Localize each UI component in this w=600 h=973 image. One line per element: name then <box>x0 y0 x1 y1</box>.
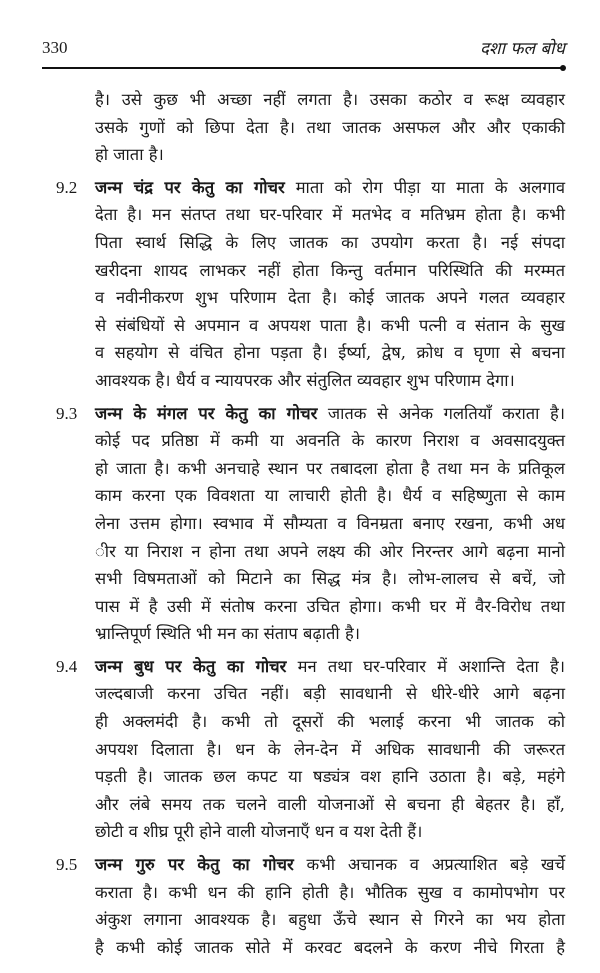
header-rule-dot <box>560 65 566 71</box>
section-9-2 <box>0 174 600 395</box>
text-line: सभी विषमताओं को मिटाने का सिद्ध मंत्र है। लोभ-लालच से बचें, जो <box>95 569 565 589</box>
page-number: 330 <box>42 38 68 57</box>
page-header <box>42 34 565 68</box>
text-run: मन तथा घर-परिवार में अशान्ति देता है। <box>286 656 565 676</box>
text-line: अंकुश लगाना आवश्यक है। बहुधा ऊँचे स्थान से गिरने का भय होता <box>95 910 565 930</box>
text-line: व नवीनीकरण शुभ परिणाम देता है। कोई जातक अपने गलत व्यवहार <box>95 288 565 308</box>
section-heading: जन्म चंद्र पर केतु का गोचर <box>95 177 285 197</box>
text-line: छोटी व शीघ्र पूरी होने वाली योजनाएँ धन व यश देती हैं। <box>95 822 423 842</box>
section-heading: जन्म बुध पर केतु का गोचर <box>95 656 287 676</box>
section-9-5 <box>0 851 600 961</box>
text-line: उसके गुणों को छिपा देता है। तथा जातक असफल और और एकाकी <box>95 117 565 137</box>
section-number: 9.4 <box>56 656 78 676</box>
text-line: व सहयोग से वंचित होना पड़ता है। ईर्ष्या, द्वेष, क्रोध व घृणा से बचना <box>95 343 565 363</box>
text-run: कभी अचानक व अप्रत्याशित बड़े खर्चे <box>293 855 565 875</box>
text-line: हो जाता है। <box>95 145 164 165</box>
book-title: दशा फल बोध <box>480 39 565 59</box>
section-heading: जन्म गुरु पर केतु का गोचर <box>95 855 294 875</box>
text-line: हो जाता है। कभी अनचाहे स्थान पर तबादला होता है तथा मन के प्रतिकूल <box>95 458 565 478</box>
section-first-line <box>95 653 565 681</box>
header-rule <box>42 67 563 69</box>
text-line: अपयश दिलाता है। धन के लेन-देन में अधिक सावधानी की जरूरत <box>95 739 565 759</box>
text-run: जातक से अनेक गलतियाँ कराता है। <box>317 403 565 423</box>
text-line: खरीदना शायद लाभकर नहीं होता किन्तु वर्तमान परिस्थिति की मरम्मत <box>95 260 565 280</box>
text-line: है। उसे कुछ भी अच्छा नहीं लगता है। उसका कठोर व रूक्ष व्यवहार <box>95 90 565 109</box>
text-line: आवश्यक है। धैर्य व न्यायपरक और संतुलित व्यवहार शुभ परिणाम देगा। <box>95 370 515 390</box>
section-first-line <box>95 851 565 879</box>
section-first-line <box>95 400 565 428</box>
text-line: काम करना एक विवशता या लाचारी होती है। धैर्य व सहिष्णुता से काम <box>95 486 565 506</box>
text-line: भ्रान्तिपूर्ण स्थिति भी मन का संताप बढ़ाती है। <box>95 624 360 644</box>
text-line: और लंबे समय तक चलने वाली योजनाओं से बचना ही बेहतर है। हाँ, <box>95 794 565 814</box>
text-line: से संबंधियों से अपमान व अपयश पाता है। कभी पत्नी व संतान के सुख <box>95 315 565 335</box>
section-heading: जन्म के मंगल पर केतु का गोचर <box>95 403 318 423</box>
text-line: ीर या निराश न होना तथा अपने लक्ष्य की ओर निरन्तर आगे बढ़ना मानो <box>95 541 565 561</box>
section-number: 9.5 <box>56 855 78 875</box>
section-first-line <box>95 174 565 202</box>
section-number: 9.2 <box>56 177 78 197</box>
text-line: पड़ती है। जातक छल कपट या षड्यंत्र वश हानि उठाता है। बड़े, महंगे <box>95 767 565 787</box>
text-line: ही अक्लमंदी है। कभी तो दूसरों की भलाई करना भी जातक को <box>95 712 565 732</box>
page-body <box>0 86 600 961</box>
text-line: लेना उत्तम होगा। स्वभाव में सौम्यता व विनम्रता बनाए रखना, कभी अध <box>95 513 565 533</box>
text-run: माता को रोग पीड़ा या माता के अलगाव <box>284 177 565 197</box>
section-number: 9.3 <box>56 403 78 423</box>
text-line: पिता स्वार्थ सिद्धि के लिए जातक का उपयोग करता है। नई संपदा <box>95 232 565 252</box>
text-line: कराता है। कभी धन की हानि होती है। भौतिक सुख व कामोपभोग पर <box>95 882 565 902</box>
text-line: है कभी कोई जातक सोते में करवट बदलने के करण नीचे गिरता है <box>95 937 565 957</box>
section-9-4 <box>0 653 600 846</box>
section-9-3 <box>0 400 600 648</box>
text-line: कोई पद प्रतिष्ठा में कमी या अवनति के कारण निराश व अवसादयुक्त <box>95 431 565 451</box>
text-line: पास में है उसी में संतोष करना उचित होगा। कभी घर में वैर-विरोध तथा <box>95 596 565 616</box>
text-line: जल्दबाजी करना उचित नहीं। बड़ी सावधानी से धीरे-धीरे आगे बढ़ना <box>95 684 565 704</box>
intro-paragraph <box>0 86 600 169</box>
text-line: देता है। मन संतप्त तथा घर-परिवार में मतभेद व मतिभ्रम होता है। कभी <box>95 205 565 225</box>
